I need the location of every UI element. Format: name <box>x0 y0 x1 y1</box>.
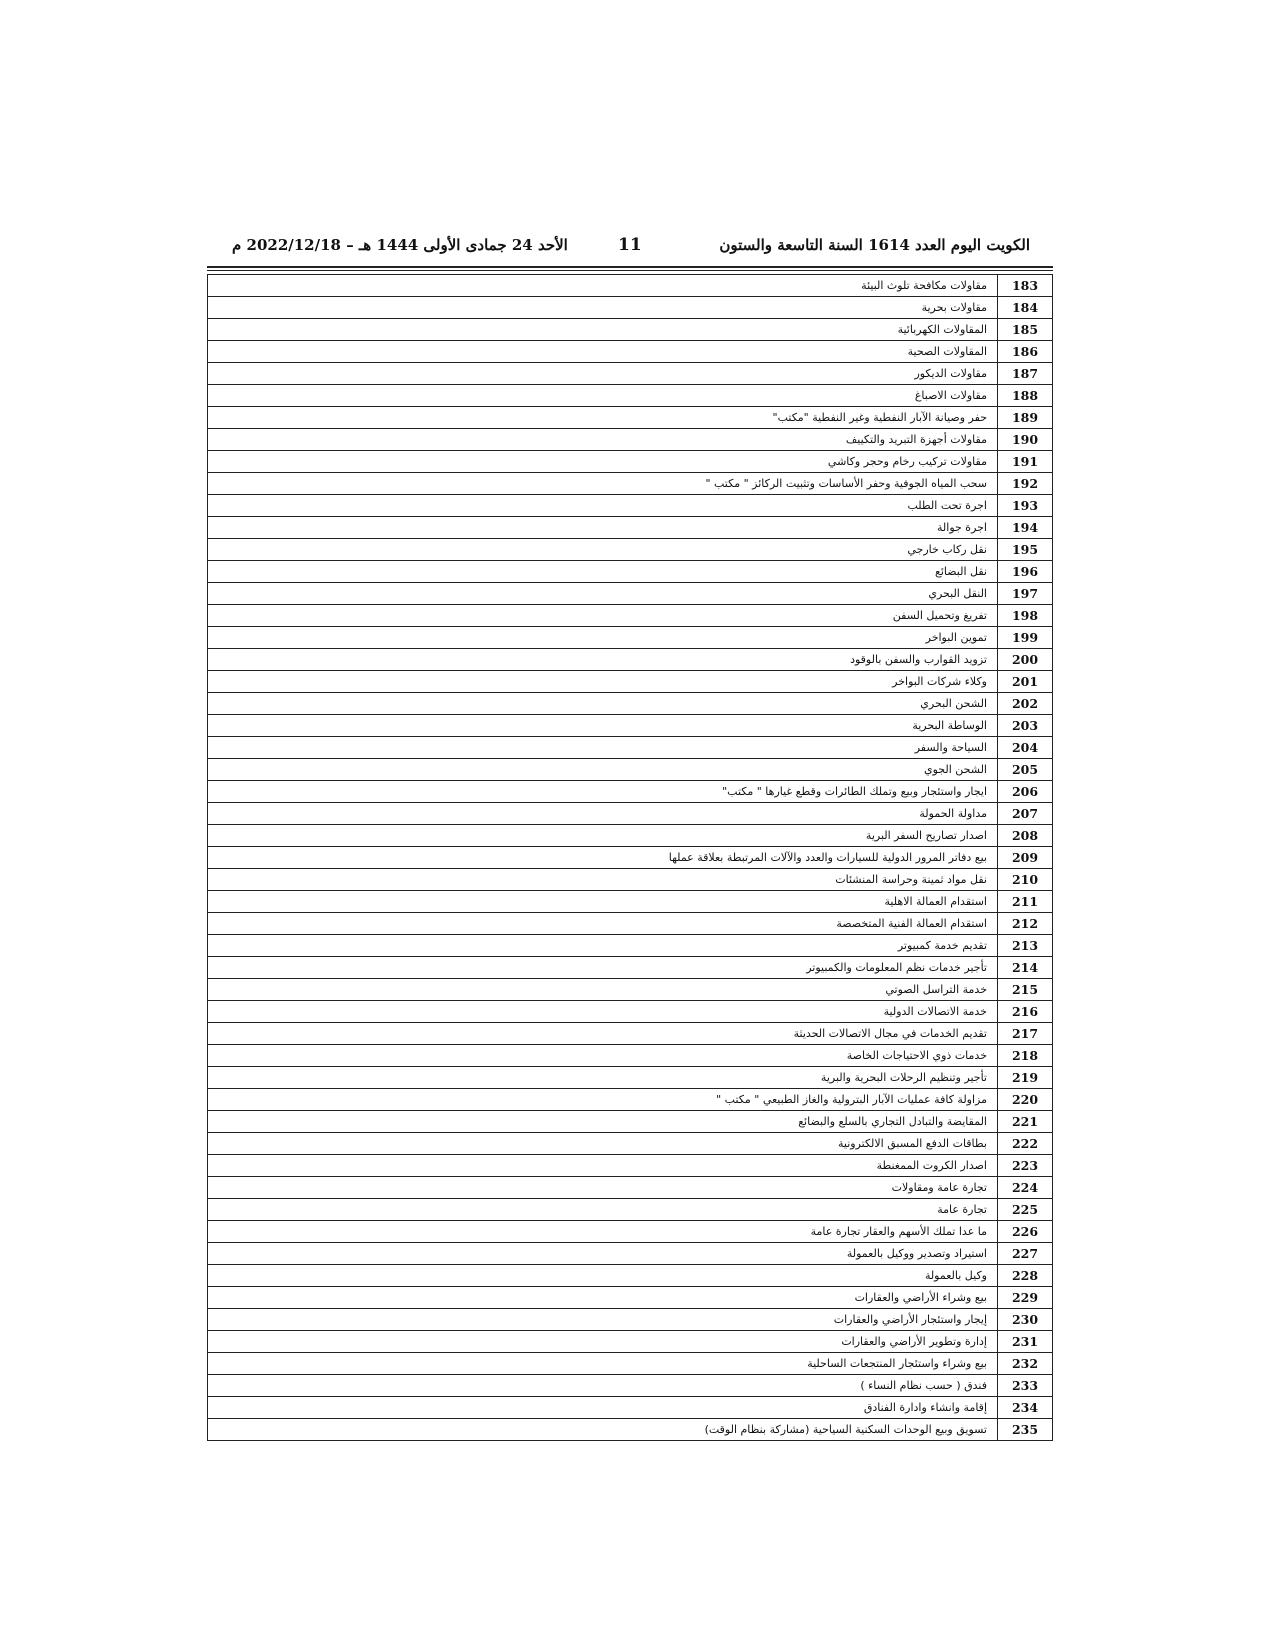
row-number: 234 <box>997 1397 1052 1418</box>
table-row <box>208 935 1052 957</box>
table-row <box>208 1221 1052 1243</box>
table-row <box>208 363 1052 385</box>
table-row <box>208 715 1052 737</box>
activity-description: الوساطة البحرية <box>912 719 987 732</box>
table-row <box>208 407 1052 429</box>
activity-description: تسويق وبيع الوحدات السكنية السياحية (مشاركة بنظام الوقت) <box>704 1423 987 1436</box>
activity-description: بيع وشراء واستئجار المنتجعات الساحلية <box>807 1357 987 1370</box>
table-row <box>208 561 1052 583</box>
table-row <box>208 803 1052 825</box>
table-row <box>208 451 1052 473</box>
table-row <box>208 1001 1052 1023</box>
activity-description: خدمة التراسل الصوتي <box>885 983 987 996</box>
table-row <box>208 297 1052 319</box>
activity-description: نقل ركاب خارجي <box>907 543 987 556</box>
row-number: 199 <box>997 627 1052 648</box>
activity-description: خدمات ذوي الاحتياجات الخاصة <box>846 1049 987 1062</box>
row-number: 219 <box>997 1067 1052 1088</box>
table-row <box>208 913 1052 935</box>
table-row <box>208 341 1052 363</box>
row-number: 210 <box>997 869 1052 890</box>
table-row <box>208 1331 1052 1353</box>
table-row <box>208 1419 1052 1441</box>
activity-description: بيع وشراء الأراضي والعقارات <box>854 1291 987 1304</box>
activity-description: استقدام العمالة الاهلية <box>884 895 987 908</box>
row-number: 222 <box>997 1133 1052 1154</box>
activity-description: مقاولات أجهزة التبريد والتكييف <box>845 433 987 446</box>
activity-description: تموين البواخر <box>925 631 987 644</box>
row-number: 231 <box>997 1331 1052 1352</box>
row-number: 183 <box>997 275 1052 296</box>
activity-description: وكيل بالعمولة <box>924 1269 987 1282</box>
table-row <box>208 869 1052 891</box>
table-row <box>208 1287 1052 1309</box>
row-number: 187 <box>997 363 1052 384</box>
activity-description: تأجير خدمات نظم المعلومات والكمبيوتر <box>806 961 987 974</box>
activity-description: سحب المياه الجوفية وحفر الأساسات وتثبيت الركائز " مكتب " <box>705 477 987 490</box>
row-number: 196 <box>997 561 1052 582</box>
row-number: 185 <box>997 319 1052 340</box>
activity-description: خدمة الاتصالات الدولية <box>883 1005 987 1018</box>
table-row <box>208 781 1052 803</box>
row-number: 206 <box>997 781 1052 802</box>
activity-description: تأجير وتنظيم الرحلات البحرية والبرية <box>820 1071 987 1084</box>
activity-description: تزويد القوارب والسفن بالوقود <box>850 653 987 666</box>
row-number: 224 <box>997 1177 1052 1198</box>
table-row <box>208 473 1052 495</box>
table-row <box>208 979 1052 1001</box>
table-row <box>208 1023 1052 1045</box>
row-number: 228 <box>997 1265 1052 1286</box>
table-row <box>208 539 1052 561</box>
row-number: 216 <box>997 1001 1052 1022</box>
activity-description: الشحن البحري <box>920 697 987 710</box>
row-number: 215 <box>997 979 1052 1000</box>
row-number: 208 <box>997 825 1052 846</box>
table-row <box>208 605 1052 627</box>
row-number: 218 <box>997 1045 1052 1066</box>
activity-description: المقايضة والتبادل التجاري بالسلع والبضائع <box>798 1115 987 1128</box>
row-number: 227 <box>997 1243 1052 1264</box>
activity-description: نقل مواد ثمينة وحراسة المنشئات <box>835 873 987 886</box>
row-number: 203 <box>997 715 1052 736</box>
activity-description: مداولة الحمولة <box>919 807 987 820</box>
activity-description: بطاقات الدفع المسبق الالكترونية <box>838 1137 987 1150</box>
activity-description: مقاولات مكافحة تلوث البيئة <box>861 279 987 292</box>
activity-description: مقاولات تركيب رخام وحجر وكاشي <box>827 455 987 468</box>
table-row <box>208 1155 1052 1177</box>
table-row <box>208 583 1052 605</box>
table-row <box>208 1375 1052 1397</box>
row-number: 186 <box>997 341 1052 362</box>
row-number: 225 <box>997 1199 1052 1220</box>
activity-description: اصدار الكروت الممغنطة <box>876 1159 987 1172</box>
table-row <box>208 1045 1052 1067</box>
row-number: 230 <box>997 1309 1052 1330</box>
activity-description: استقدام العمالة الفنية المتخصصة <box>836 917 987 930</box>
row-number: 188 <box>997 385 1052 406</box>
row-number: 198 <box>997 605 1052 626</box>
activity-description: حفر وصيانة الآبار النفطية وغير النفطية "مكتب" <box>772 411 987 424</box>
row-number: 211 <box>997 891 1052 912</box>
page-number: 11 <box>618 235 642 255</box>
row-number: 201 <box>997 671 1052 692</box>
table-row <box>208 1111 1052 1133</box>
row-number: 190 <box>997 429 1052 450</box>
row-number: 214 <box>997 957 1052 978</box>
row-number: 202 <box>997 693 1052 714</box>
row-number: 200 <box>997 649 1052 670</box>
row-number: 191 <box>997 451 1052 472</box>
activity-description: إدارة وتطوير الأراضي والعقارات <box>841 1335 987 1348</box>
activity-description: تجارة عامة <box>937 1203 987 1216</box>
activity-description: المقاولات الصحية <box>907 345 987 358</box>
row-number: 213 <box>997 935 1052 956</box>
table-row <box>208 1067 1052 1089</box>
table-row <box>208 891 1052 913</box>
table-row <box>208 1089 1052 1111</box>
activity-table <box>207 274 1053 1441</box>
table-row <box>208 1177 1052 1199</box>
table-row <box>208 693 1052 715</box>
table-row <box>208 517 1052 539</box>
row-number: 235 <box>997 1419 1052 1440</box>
row-number: 232 <box>997 1353 1052 1374</box>
row-number: 193 <box>997 495 1052 516</box>
table-row <box>208 385 1052 407</box>
activity-description: فندق ( حسب نظام النساء ) <box>860 1379 987 1392</box>
activity-description: ما عدا تملك الأسهم والعقار تجارة عامة <box>810 1225 987 1238</box>
row-number: 184 <box>997 297 1052 318</box>
header-rule-thin <box>207 270 1053 271</box>
activity-description: الشحن الجوي <box>924 763 987 776</box>
activity-description: تفريغ وتحميل السفن <box>892 609 987 622</box>
issue-date: الأحد 24 جمادى الأولى 1444 هـ – 2022/12/18 م <box>232 236 568 254</box>
table-row <box>208 1309 1052 1331</box>
activity-description: تقديم خدمة كمبيوتر <box>897 939 987 952</box>
table-row <box>208 275 1052 297</box>
publication-title: الكويت اليوم العدد 1614 السنة التاسعة والستون <box>719 236 1030 254</box>
table-row <box>208 429 1052 451</box>
table-row <box>208 847 1052 869</box>
activity-description: بيع دفاتر المرور الدولية للسيارات والعدد والآلات المرتبطة بعلاقة عملها <box>668 851 987 864</box>
activity-description: اصدار تصاريح السفر البرية <box>865 829 987 842</box>
row-number: 192 <box>997 473 1052 494</box>
row-number: 212 <box>997 913 1052 934</box>
table-row <box>208 759 1052 781</box>
activity-description: مقاولات الديكور <box>914 367 987 380</box>
row-number: 221 <box>997 1111 1052 1132</box>
table-row <box>208 1397 1052 1419</box>
row-number: 197 <box>997 583 1052 604</box>
activity-description: اجرة تحت الطلب <box>907 499 987 512</box>
table-row <box>208 495 1052 517</box>
activity-description: النقل البحري <box>928 587 987 600</box>
activity-description: مزاولة كافة عمليات الآبار البترولية والغاز الطبيعي " مكتب " <box>716 1093 987 1106</box>
activity-description: السياحة والسفر <box>914 741 987 754</box>
table-row <box>208 649 1052 671</box>
activity-description: استيراد وتصدير ووكيل بالعمولة <box>846 1247 987 1260</box>
table-row <box>208 1265 1052 1287</box>
activity-description: نقل البضائع <box>935 565 987 578</box>
activity-description: مقاولات الاصباغ <box>914 389 987 402</box>
row-number: 205 <box>997 759 1052 780</box>
row-number: 189 <box>997 407 1052 428</box>
row-number: 226 <box>997 1221 1052 1242</box>
table-row <box>208 1353 1052 1375</box>
activity-description: وكلاء شركات البواخر <box>892 675 987 688</box>
activity-description: إقامة وانشاء وادارة الفنادق <box>863 1401 987 1414</box>
table-row <box>208 957 1052 979</box>
table-row <box>208 671 1052 693</box>
activity-description: المقاولات الكهربائية <box>897 323 987 336</box>
row-number: 209 <box>997 847 1052 868</box>
row-number: 229 <box>997 1287 1052 1308</box>
table-row <box>208 1243 1052 1265</box>
row-number: 207 <box>997 803 1052 824</box>
row-number: 195 <box>997 539 1052 560</box>
activity-description: تقديم الخدمات في مجال الاتصالات الحديثة <box>793 1027 987 1040</box>
table-row <box>208 737 1052 759</box>
activity-description: تجارة عامة ومقاولات <box>891 1181 987 1194</box>
page-header <box>210 232 1030 258</box>
row-number: 194 <box>997 517 1052 538</box>
header-rule <box>207 266 1053 268</box>
activity-description: إيجار واستئجار الأراضي والعقارات <box>833 1313 987 1326</box>
activity-description: مقاولات بحرية <box>921 301 987 314</box>
table-row <box>208 1133 1052 1155</box>
table-row <box>208 319 1052 341</box>
row-number: 223 <box>997 1155 1052 1176</box>
activity-description: اجرة جوالة <box>937 521 987 534</box>
row-number: 233 <box>997 1375 1052 1396</box>
table-row <box>208 627 1052 649</box>
activity-description: ايجار واستئجار وبيع وتملك الطائرات وقطع غيارها " مكتب" <box>722 785 987 798</box>
row-number: 217 <box>997 1023 1052 1044</box>
table-row <box>208 825 1052 847</box>
row-number: 220 <box>997 1089 1052 1110</box>
row-number: 204 <box>997 737 1052 758</box>
table-row <box>208 1199 1052 1221</box>
